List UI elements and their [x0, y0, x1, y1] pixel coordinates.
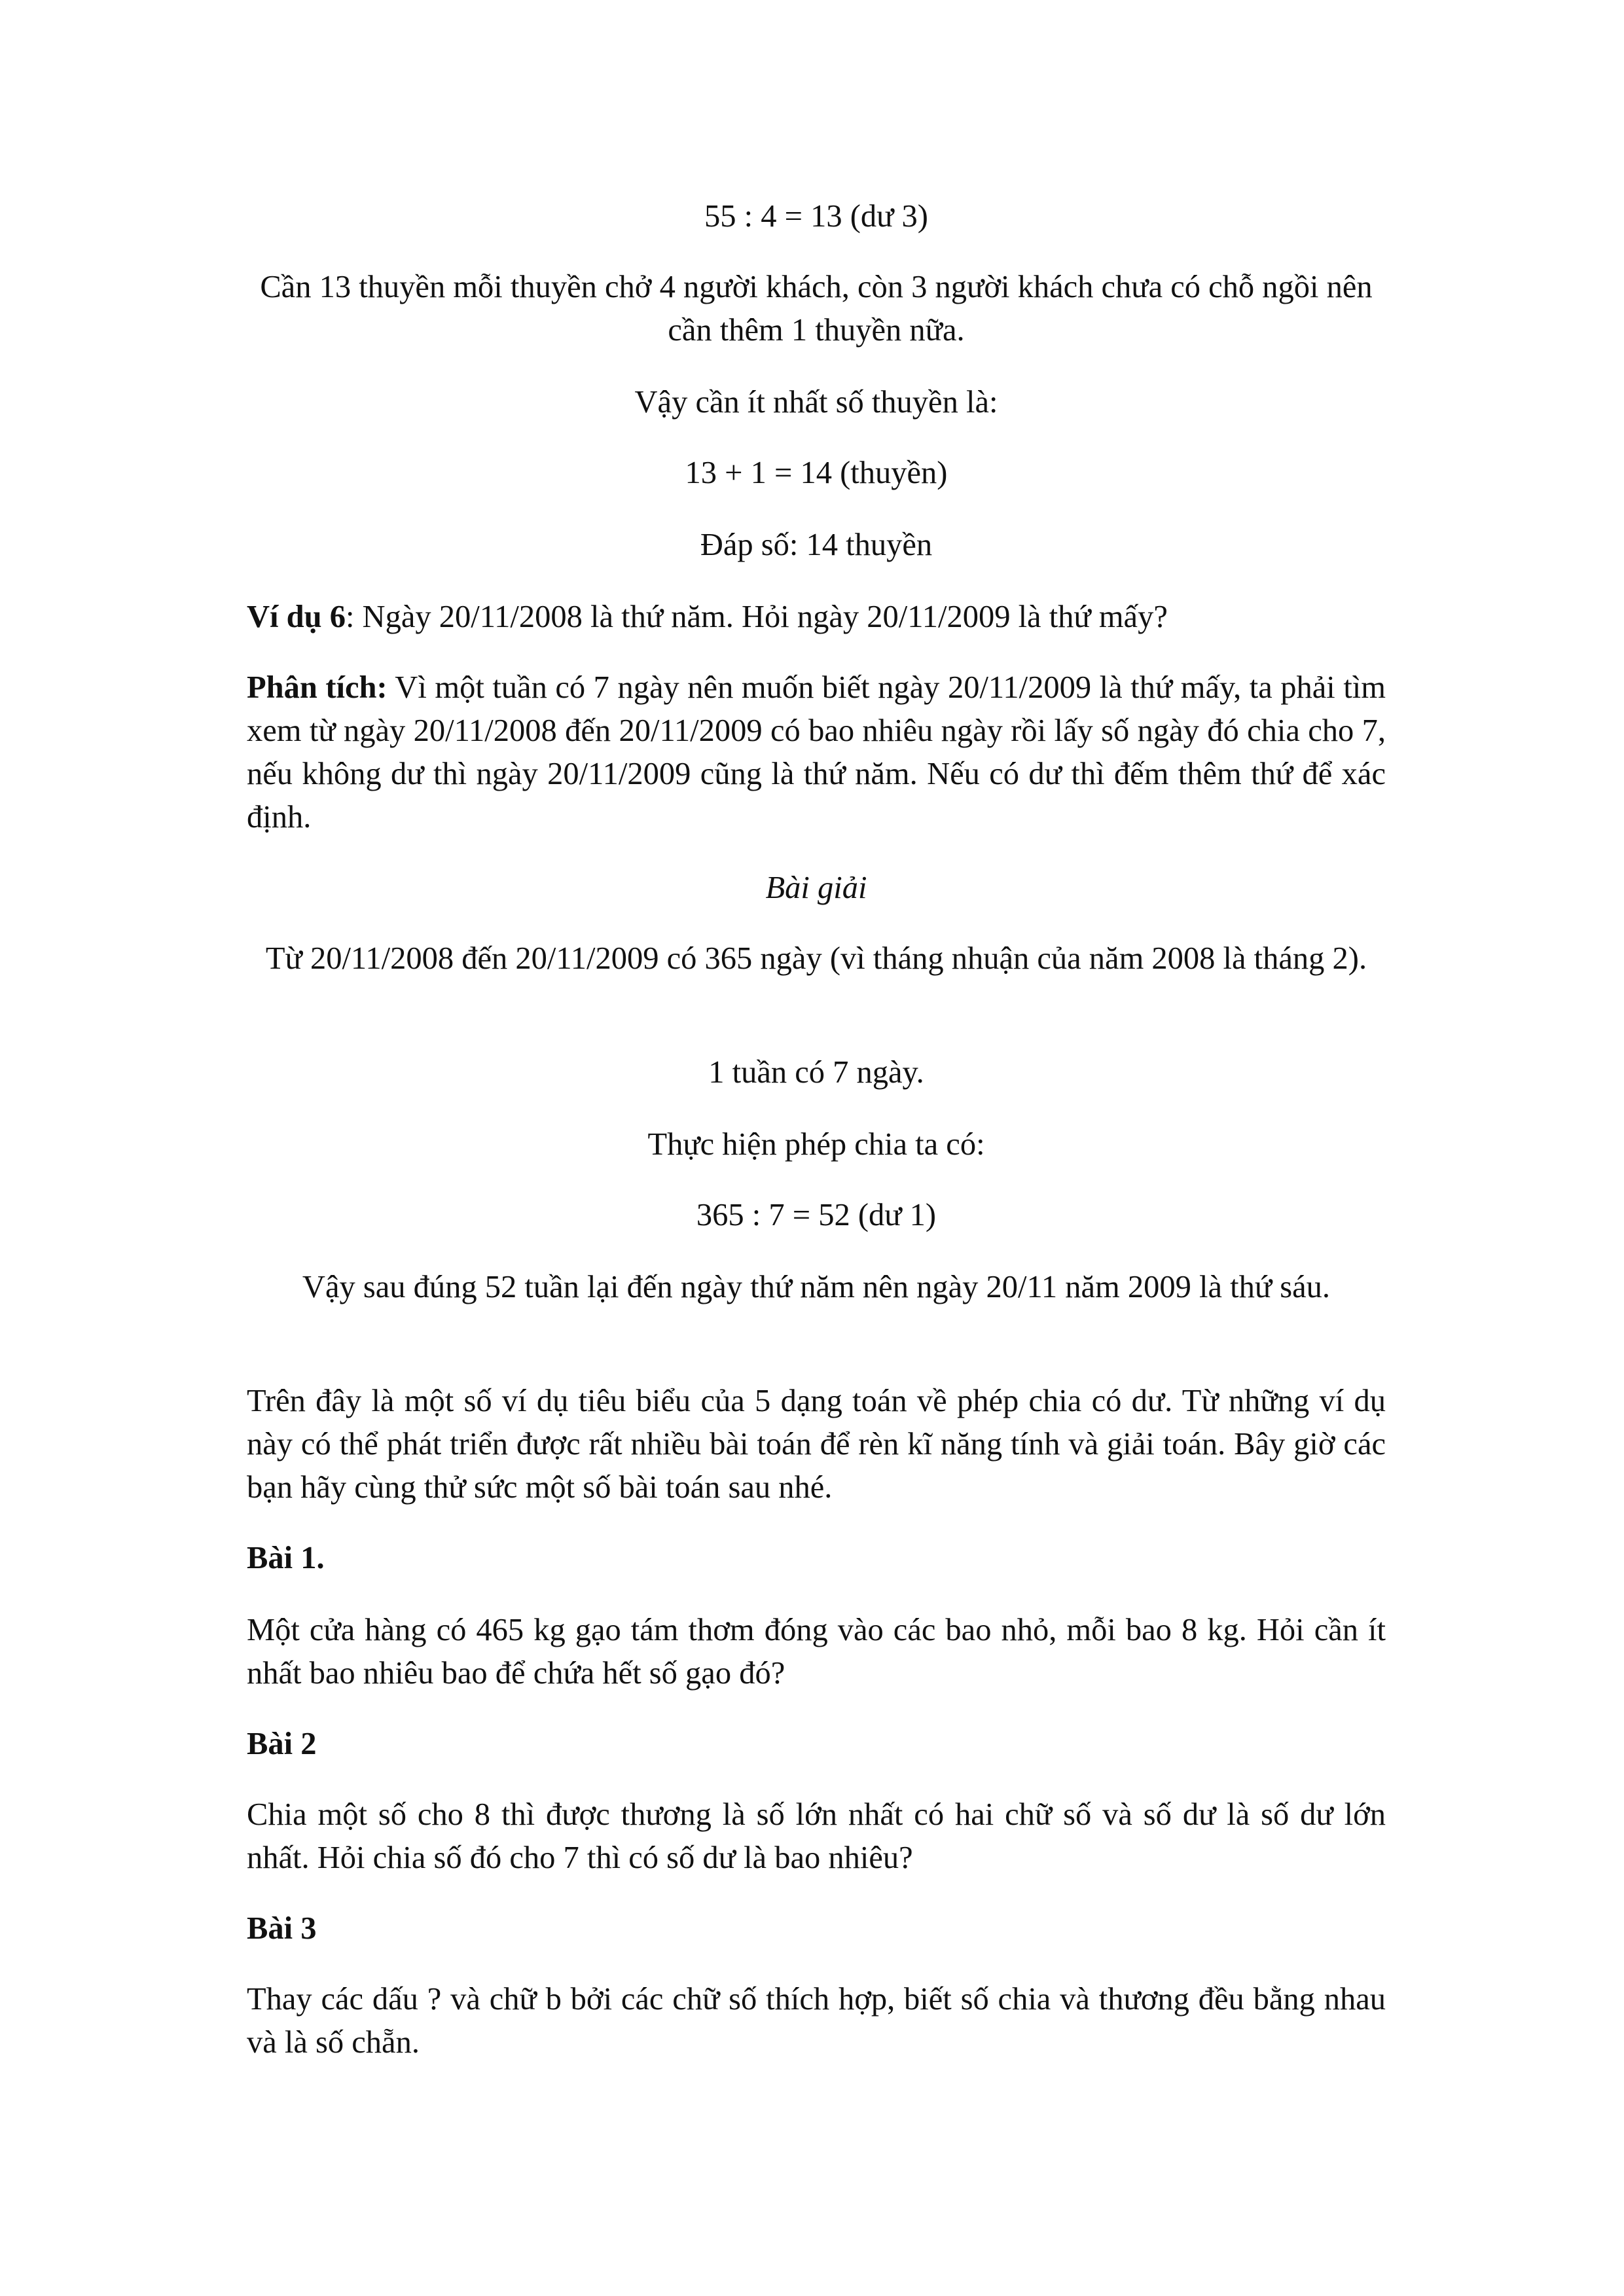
example-6-question-text: : Ngày 20/11/2008 là thứ năm. Hỏi ngày 20/11/2009 là thứ mấy? [345, 600, 1168, 634]
solution-line-5: Vậy sau đúng 52 tuần lại đến ngày thứ năm nên ngày 20/11 năm 2009 là thứ sáu. [302, 1270, 1331, 1304]
summary-paragraph: Trên đây là một số ví dụ tiêu biểu của 5 dạng toán về phép chia có dư. Từ những ví dụ này có thể phát triển được rất nhiều bài toán để rèn kĩ năng tính và giải toán. Bây giờ các bạn hãy cùng thử sức một số bài toán sau nhé. [247, 1384, 1386, 1505]
exercise-2-title: Bài 2 [247, 1727, 317, 1761]
exercise-3-title: Bài 3 [247, 1911, 317, 1946]
example-6-label: Ví dụ 6 [247, 600, 346, 634]
solution-title: Bài giải [765, 870, 867, 905]
division-line-1: 55 : 4 = 13 (dư 3) [704, 199, 928, 234]
example-6-question [247, 596, 1386, 639]
exercise-3-text: Thay các dấu ? và chữ b bởi các chữ số thích hợp, biết số chia và thương đều bằng nhau và là số chẵn. [247, 1982, 1386, 2060]
solution-line-3: Thực hiện phép chia ta có: [647, 1127, 985, 1162]
answer-line: Đáp số: 14 thuyền [700, 528, 933, 562]
solution-line-2: 1 tuần có 7 ngày. [708, 1055, 924, 1090]
exercise-1-title: Bài 1. [247, 1541, 325, 1575]
addition-line: 13 + 1 = 14 (thuyền) [685, 456, 948, 490]
conclusion-intro: Vậy cần ít nhất số thuyền là: [634, 385, 998, 420]
exercise-1-text: Một cửa hàng có 465 kg gạo tám thơm đóng vào các bao nhỏ, mỗi bao 8 kg. Hỏi cần ít nhất bao nhiêu bao để chứa hết số gạo đó? [247, 1613, 1386, 1691]
solution-line-1: Từ 20/11/2008 đến 20/11/2009 có 365 ngày (vì tháng nhuận của năm 2008 là tháng 2). [265, 941, 1367, 976]
exercise-2-text: Chia một số cho 8 thì được thương là số lớn nhất có hai chữ số và số dư là số dư lớn nhất. Hỏi chia số đó cho 7 thì có số dư là bao nhiêu? [247, 1797, 1386, 1875]
analysis-label: Phân tích: [247, 670, 388, 705]
solution-line-4: 365 : 7 = 52 (dư 1) [696, 1198, 937, 1232]
analysis-paragraph [247, 666, 1386, 839]
document-page [247, 0, 1386, 2296]
analysis-text: Vì một tuần có 7 ngày nên muốn biết ngày 20/11/2009 là thứ mấy, ta phải tìm xem từ ngày 20/11/2008 đến 20/11/2009 có bao nhiêu ngày rồi lấy số ngày đó chia cho 7, nếu không dư thì ngày 20/11/2009 cũng là thứ năm. Nếu có dư thì đếm thêm thứ để xác định. [247, 670, 1386, 834]
explanation-paragraph-1: Cần 13 thuyền mỗi thuyền chở 4 người khách, còn 3 người khách chưa có chỗ ngồi nên cần thêm 1 thuyền nữa. [260, 270, 1373, 348]
